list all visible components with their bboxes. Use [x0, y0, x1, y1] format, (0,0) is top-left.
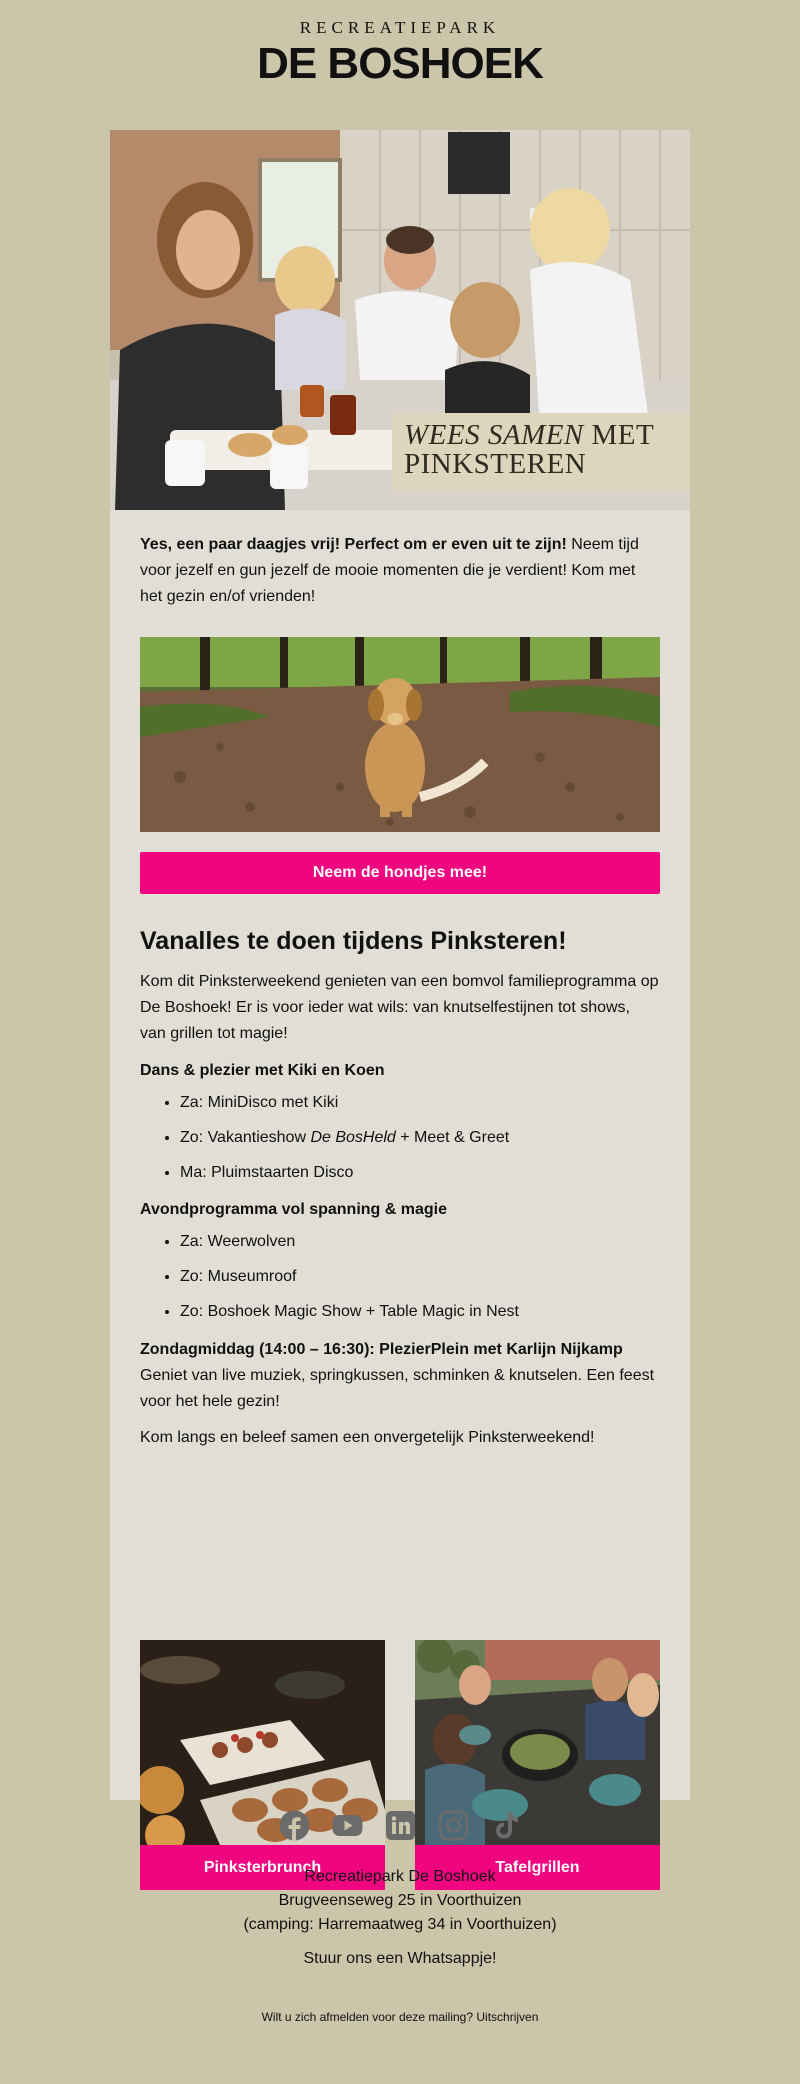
logo-main-text[interactable]: DE BOSHOEK — [257, 39, 543, 88]
hero-tag-italic: WEES SAMEN — [404, 419, 584, 451]
dog-image[interactable] — [140, 637, 660, 832]
program-section — [140, 925, 660, 1451]
list-item-prefix: Zo: Vakantieshow — [180, 1129, 311, 1146]
sunday-paragraph — [140, 1337, 660, 1415]
closing-paragraph — [140, 1425, 660, 1451]
address — [0, 1865, 800, 1937]
youtube-icon[interactable] — [332, 1810, 363, 1841]
hero-tagline — [392, 413, 690, 491]
social-links — [0, 1810, 800, 1850]
intro-paragraph — [140, 532, 660, 610]
list-item-italic: De BosHeld — [310, 1129, 396, 1146]
grill-button[interactable]: Tafelgrillen — [415, 1845, 660, 1890]
sunday-text: Geniet van live muziek, springkussen, schminken & knutselen. Een feest voor het hele gezin! — [140, 1367, 655, 1410]
whatsapp-text: Stuur ons een Whatsappje! — [303, 1950, 497, 1967]
brunch-button[interactable]: Pinksterbrunch — [140, 1845, 385, 1890]
hero-tag-rest: MET — [583, 419, 655, 451]
logo-top-text: RECREATIEPARK — [299, 18, 501, 37]
facebook-icon[interactable] — [279, 1810, 310, 1841]
list-item: • Za: MiniDisco met Kiki — [180, 1093, 660, 1113]
group1-heading — [140, 1059, 660, 1083]
list-item — [180, 1128, 660, 1148]
program-title: Vanalles te doen tijdens Pinksteren! — [140, 927, 567, 955]
list-item: • Zo: Museumroof — [180, 1267, 660, 1287]
unsubscribe-line — [0, 2009, 800, 2025]
hero-image[interactable] — [110, 130, 690, 510]
hero-tag-line2: PINKSTEREN — [404, 448, 587, 480]
group1-title: Dans & plezier met Kiki en Koen — [140, 1062, 385, 1079]
sunday-title: Zondagmiddag (14:00 – 16:30): PlezierPlein met Karlijn Nijkamp — [140, 1341, 623, 1358]
intro-bold: Yes, een paar daagjes vrij! Perfect om er even uit te zijn! — [140, 536, 567, 553]
address-line3: (camping: Harremaatweg 34 in Voorthuizen) — [243, 1916, 557, 1933]
unsubscribe-text: Wilt u zich afmelden voor deze mailing? — [261, 2010, 474, 2024]
email-card — [110, 130, 690, 1876]
group1-list — [140, 1093, 660, 1183]
group2-list — [140, 1232, 660, 1322]
dogs-cta-button[interactable]: Neem de hondjes mee! — [140, 852, 660, 894]
group2-heading — [140, 1198, 660, 1222]
intro-text: Neem tijd voor jezelf en gun jezelf de mooie momenten die je verdient! Kom met het gezin en/of vrienden! — [140, 536, 639, 605]
instagram-icon[interactable] — [438, 1810, 469, 1841]
list-item-suffix: + Meet & Greet — [395, 1129, 510, 1146]
header — [0, 0, 800, 130]
program-intro: Kom dit Pinksterweekend genieten van een bomvol familieprogramma op De Boshoek! Er is voor ieder wat wils: van knutselfestijnen tot shows, van grillen tot magie! — [140, 973, 659, 1042]
address-line1: Recreatiepark De Boshoek — [304, 1868, 496, 1885]
whatsapp-link[interactable] — [0, 1947, 800, 1971]
group2-title: Avondprogramma vol spanning & magie — [140, 1201, 448, 1218]
address-line2: Brugveenseweg 25 in Voorthuizen — [278, 1892, 522, 1909]
list-item: • Ma: Pluimstaarten Disco — [180, 1163, 660, 1183]
tiktok-icon[interactable] — [491, 1810, 522, 1841]
list-item: • Za: Weerwolven — [180, 1232, 660, 1252]
footer — [0, 1810, 800, 2025]
unsubscribe-link[interactable]: Uitschrijven — [476, 2010, 539, 2024]
content — [140, 510, 660, 1876]
list-item: • Zo: Boshoek Magic Show + Table Magic in Nest — [180, 1302, 660, 1322]
closing-text: Kom langs en beleef samen een onvergetelijk Pinksterweekend! — [140, 1429, 595, 1446]
linkedin-icon[interactable] — [385, 1810, 416, 1841]
